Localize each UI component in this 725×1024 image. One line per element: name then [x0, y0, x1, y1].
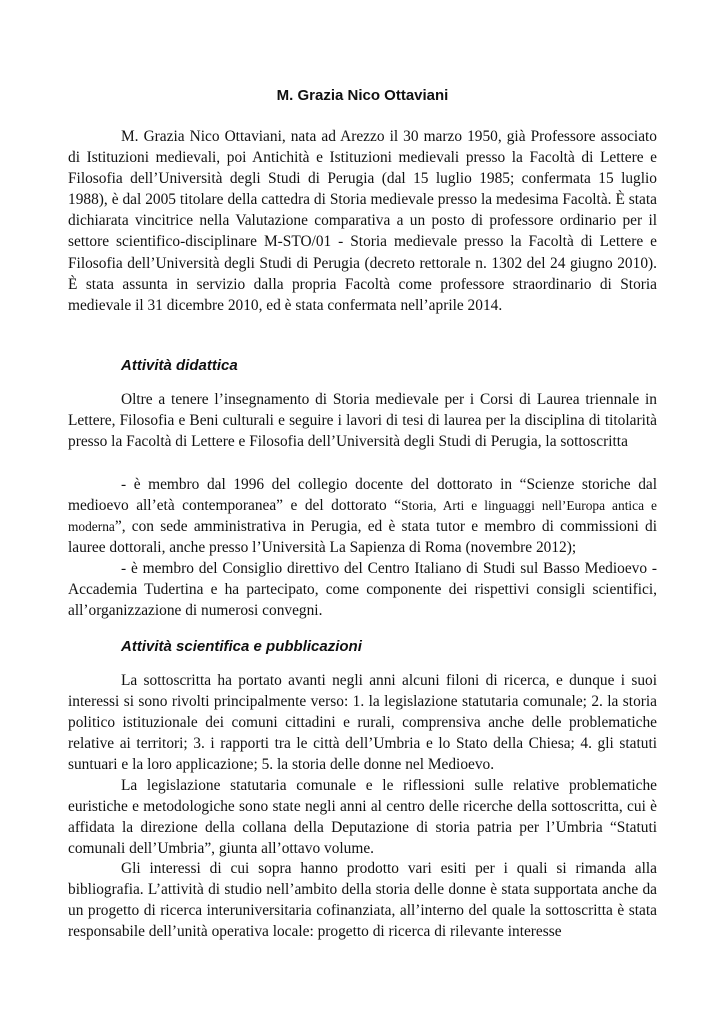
document-title: M. Grazia Nico Ottaviani	[276, 87, 449, 104]
ricerca-paragraph-1: La sottoscritta ha portato avanti negli anni alcuni filoni di ricerca, e dunque i suoi interessi si sono rivolti principalmente verso: 1. la legislazione statutaria comunale; 2. la storia politico istituzionale dei comuni cittadini e rurali, comprensiva anche delle problematiche relative ai territori; 3. i rapporti tra le città dell’Umbria e lo Stato della Chiesa; 4. gli statuti suntuari e la loro applicazione; 5. la storia delle donne nel Medioevo.	[68, 672, 657, 774]
didattica-p2-text-a: - è membro dal 1996 del collegio docente del dottorato in “Scienze storiche dal medioevo all’età contemporanea” e del dottorato “	[68, 476, 657, 515]
intro-paragraph: M. Grazia Nico Ottaviani, nata ad Arezzo il 30 marzo 1950, già Professore associato di Istituzioni medievali, poi Antichità e Istituzioni medievali presso la Facoltà di Lettere e Filosofia dell’Università degli Studi di Perugia (dal 15 luglio 1985; confermata 15 luglio 1988), è dal 2005 titolare della cattedra di Storia medievale presso la medesima Facoltà. È stata dichiarata vincitrice nella Valutazione comparativa a un posto di professore ordinario per il settore scientifico-disciplinare M-STO/01 - Storia medievale presso la Facoltà di Lettere e Filosofia dell’Università degli Studi di Perugia (decreto rettorale n. 1302 del 24 giugno 2010). È stata assunta in servizio dalla propria Facoltà come professore straordinario di Storia medievale il 31 dicembre 2010, ed è stata confermata nell’aprile 2014.	[68, 128, 657, 314]
ricerca-paragraph-3: Gli interessi di cui sopra hanno prodotto vari esiti per i quali si rimanda alla bibliografia. L’attività di studio nell’ambito della storia delle donne è stata supportata anche da un progetto di ricerca interuniversitaria cofinanziata, all’interno del quale la sottoscritta è stata responsabile dell’unità operativa locale: progetto di ricerca di rilevante interesse	[68, 860, 657, 941]
section-heading-didattica: Attività didattica	[121, 357, 238, 374]
didattica-p2-text-b: ”, con sede amministrativa in Perugia, ed è stata tutor e membro di commissioni di lauree dottorali, anche presso l’Università La Sapienza di Roma (novembre 2012);	[68, 518, 657, 557]
ricerca-paragraph-2: La legislazione statutaria comunale e le riflessioni sulle relative problematiche euristiche e metodologiche sono state negli anni al centro delle ricerche della sottoscritta, cui è affidata la direzione della collana della Deputazione di storia patria per l’Umbria “Statuti comunali dell’Umbria”, giunta all’ottavo volume.	[68, 777, 657, 858]
didattica-paragraph-2	[68, 474, 657, 558]
didattica-p2-doctorate-name: Storia, Arti e linguaggi nell’Europa antica e moderna	[68, 498, 657, 535]
didattica-paragraph-3: - è membro del Consiglio direttivo del Centro Italiano di Studi sul Basso Medioevo - Accademia Tudertina e ha partecipato, come componente dei rispettivi consigli scientifici, all’organizzazione di numerosi convegni.	[68, 560, 657, 620]
didattica-paragraph-1: Oltre a tenere l’insegnamento di Storia medievale per i Corsi di Laurea triennale in Lettere, Filosofia e Beni culturali e seguire i lavori di tesi di laurea per la disciplina di titolarità presso la Facoltà di Lettere e Filosofia dell’Università degli Studi di Perugia, la sottoscritta	[68, 391, 657, 451]
section-heading-ricerca: Attività scientifica e pubblicazioni	[121, 638, 362, 655]
